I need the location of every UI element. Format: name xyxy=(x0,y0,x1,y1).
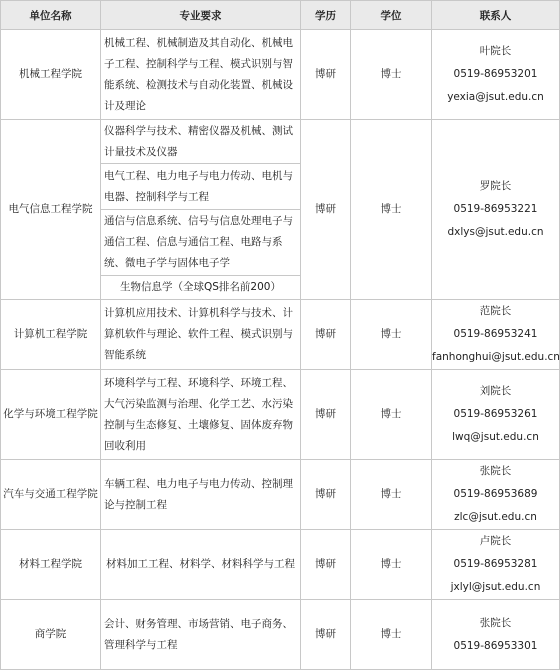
education-cell: 博研 xyxy=(301,120,351,300)
contact-email[interactable]: yexia@jsut.edu.cn xyxy=(447,91,544,103)
education-cell: 博研 xyxy=(301,370,351,460)
major-cell: 材料加工工程、材料学、材料科学与工程 xyxy=(101,530,301,600)
contact-email[interactable]: jxlyl@jsut.edu.cn xyxy=(450,581,541,593)
contact-name: 卢院长 xyxy=(479,535,512,547)
header-degree: 学位 xyxy=(351,1,432,30)
contact-name: 叶院长 xyxy=(479,45,512,57)
unit-cell: 机械工程学院 xyxy=(1,30,101,120)
major-cell: 环境科学与工程、环境科学、环境工程、大气污染监测与治理、化学工艺、水污染控制与生态修复、土壤修复、固体废弃物回收利用 xyxy=(101,370,301,460)
contact-cell xyxy=(432,300,560,370)
contact-phone: 0519-86953261 xyxy=(453,408,538,420)
contact-phone: 0519-86953301 xyxy=(453,639,538,652)
table-row xyxy=(1,530,560,600)
unit-cell: 化学与环境工程学院 xyxy=(1,370,101,460)
header-unit: 单位名称 xyxy=(1,1,101,30)
table-row xyxy=(1,370,560,460)
header-row xyxy=(1,1,560,30)
contact-name: 张院长 xyxy=(479,465,512,477)
header-major: 专业要求 xyxy=(101,1,301,30)
contact-cell xyxy=(432,530,560,600)
degree-cell: 博士 xyxy=(351,30,432,120)
contact-cell xyxy=(432,120,560,300)
major-cell: 车辆工程、电力电子与电力传动、控制理论与控制工程 xyxy=(101,460,301,530)
contact-phone: 0519-86953281 xyxy=(453,558,538,570)
education-cell: 博研 xyxy=(301,460,351,530)
unit-cell: 电气信息工程学院 xyxy=(1,120,101,300)
contact-email[interactable]: lwq@jsut.edu.cn xyxy=(452,431,539,443)
major-cell: 生物信息学（全球QS排名前200） xyxy=(101,276,301,300)
header-education: 学历 xyxy=(301,1,351,30)
education-cell: 博研 xyxy=(301,600,351,670)
table-row xyxy=(1,460,560,530)
contact-phone: 0519-86953221 xyxy=(453,203,538,215)
unit-cell: 商学院 xyxy=(1,600,101,670)
contact-phone: 0519-86953201 xyxy=(453,68,538,80)
major-cell: 仪器科学与技术、精密仪器及机械、测试计量技术及仪器 xyxy=(101,120,301,164)
degree-cell: 博士 xyxy=(351,300,432,370)
major-cell: 计算机应用技术、计算机科学与技术、计算机软件与理论、软件工程、模式识别与智能系统 xyxy=(101,300,301,370)
major-cell: 通信与信息系统、信号与信息处理电子与通信工程、信息与通信工程、电路与系统、微电子学与固体电子学 xyxy=(101,210,301,276)
major-cell: 电气工程、电力电子与电力传动、电机与电器、控制科学与工程 xyxy=(101,164,301,210)
contact-cell xyxy=(432,460,560,530)
contact-name: 罗院长 xyxy=(479,180,512,192)
degree-cell: 博士 xyxy=(351,120,432,300)
contact-phone: 0519-86953241 xyxy=(453,328,538,340)
contact-email[interactable]: dxlys@jsut.edu.cn xyxy=(447,226,544,238)
education-cell: 博研 xyxy=(301,30,351,120)
contact-cell xyxy=(432,600,560,670)
major-cell: 会计、财务管理、市场营销、电子商务、管理科学与工程 xyxy=(101,600,301,670)
contact-cell xyxy=(432,370,560,460)
degree-cell: 博士 xyxy=(351,600,432,670)
table-row xyxy=(1,120,560,164)
table-row xyxy=(1,300,560,370)
contact-email[interactable]: fanhonghui@jsut.edu.cn xyxy=(432,351,560,363)
education-cell: 博研 xyxy=(301,530,351,600)
unit-cell: 计算机工程学院 xyxy=(1,300,101,370)
contact-name: 张院长 xyxy=(479,616,512,629)
table-row xyxy=(1,600,560,670)
header-contact: 联系人 xyxy=(432,1,560,30)
table-row xyxy=(1,30,560,120)
degree-cell: 博士 xyxy=(351,460,432,530)
unit-cell: 材料工程学院 xyxy=(1,530,101,600)
contact-name: 刘院长 xyxy=(479,385,512,397)
contact-email[interactable]: zlc@jsut.edu.cn xyxy=(454,511,537,523)
contact-name: 范院长 xyxy=(479,305,512,317)
major-cell: 机械工程、机械制造及其自动化、机械电子工程、控制科学与工程、模式识别与智能系统、检测技术与自动化装置、机械设计及理论 xyxy=(101,30,301,120)
degree-cell: 博士 xyxy=(351,530,432,600)
contact-phone: 0519-86953689 xyxy=(453,488,538,500)
degree-cell: 博士 xyxy=(351,370,432,460)
education-cell: 博研 xyxy=(301,300,351,370)
contact-cell xyxy=(432,30,560,120)
unit-cell: 汽车与交通工程学院 xyxy=(1,460,101,530)
